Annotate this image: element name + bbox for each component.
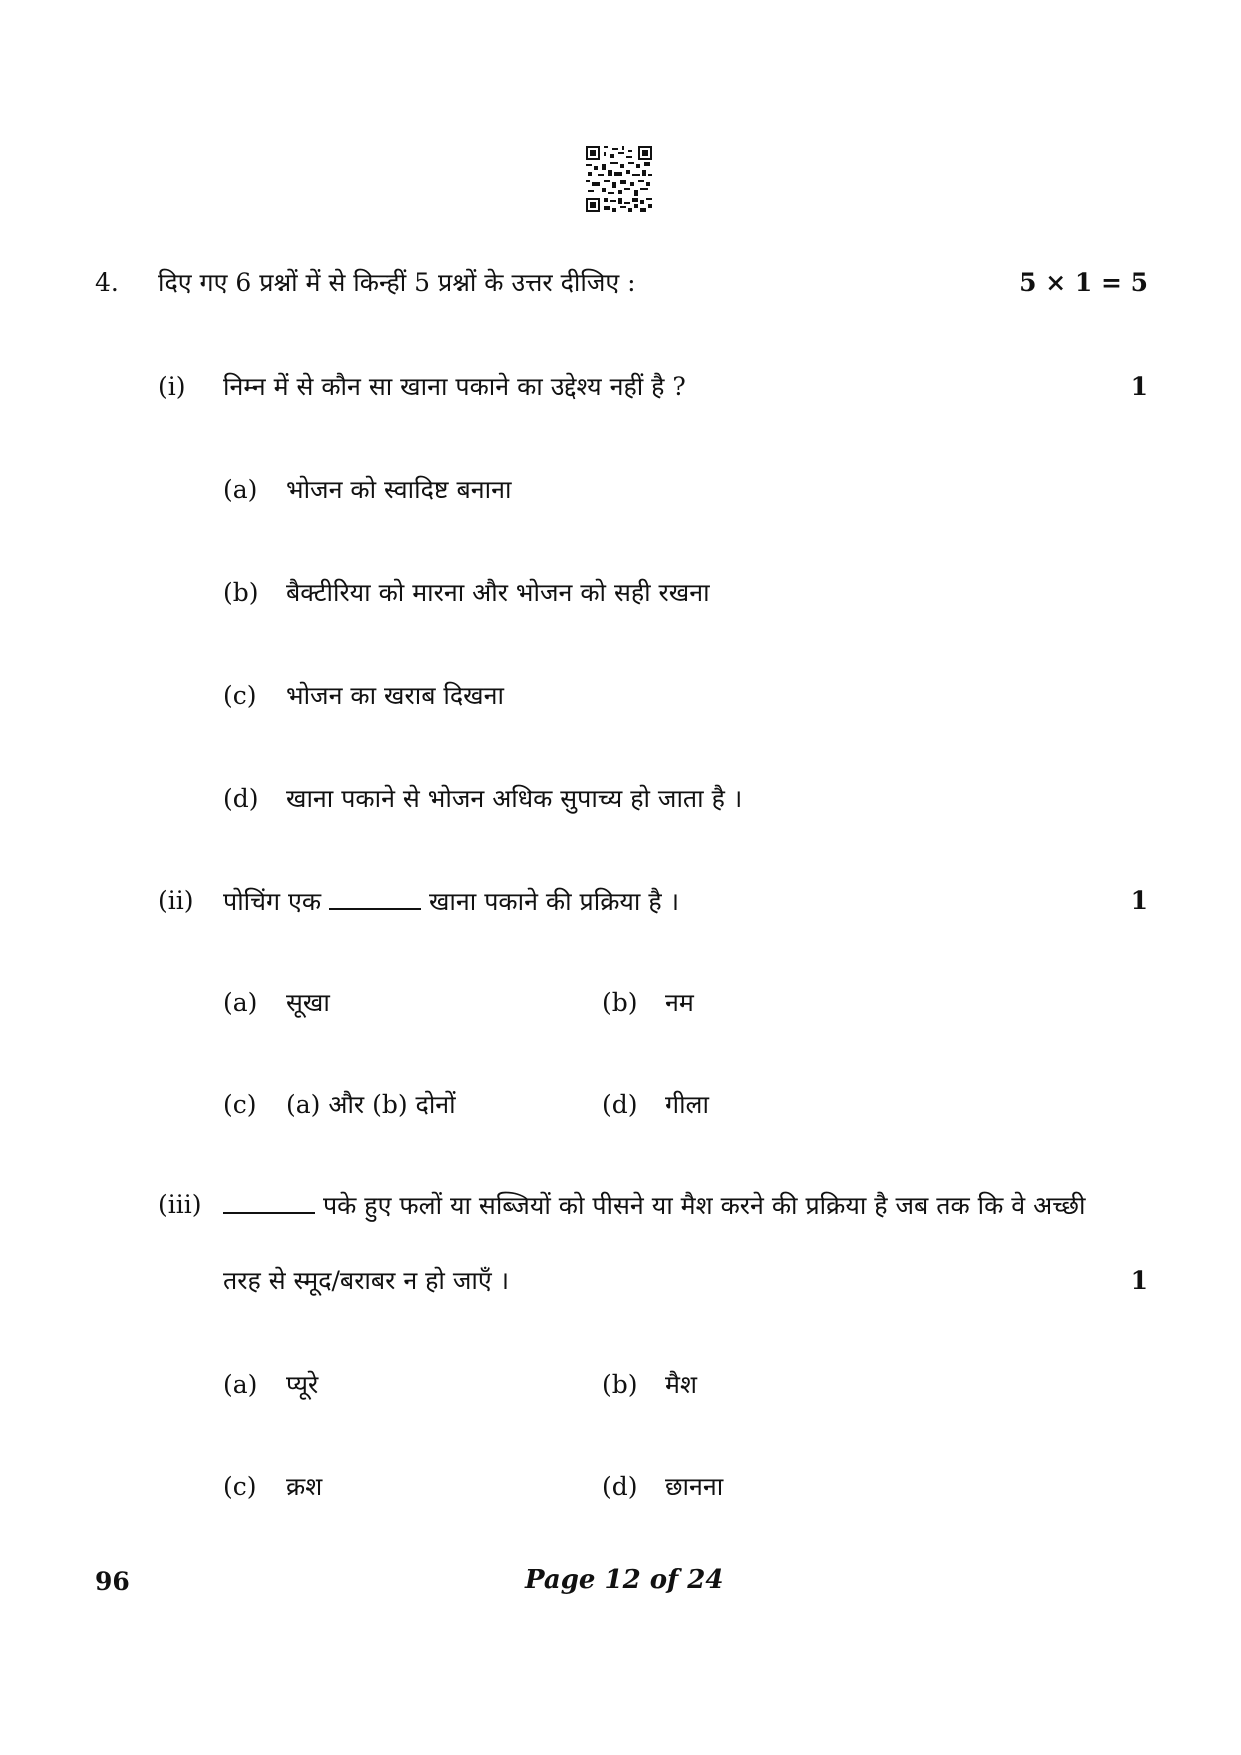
page-number: Page 12 of 24 [525,1565,724,1595]
option-text: भोजन का खराब दिखना [286,681,504,710]
option-text: छानना [665,1472,724,1501]
option-label: (c) [223,681,257,710]
subquestion-label: (i) [158,372,186,401]
qr-code [586,146,652,212]
paper-code: 96 [95,1567,130,1596]
option-label: (a) [223,475,258,504]
option-text: नम [665,988,694,1017]
option-text: भोजन को स्वादिष्ट बनाना [286,475,512,504]
fill-in-blank [329,886,421,910]
question-instruction: दिए गए 6 प्रश्नों में से किन्हीं 5 प्रश्नों के उत्तर दीजिए : [158,268,636,297]
option-label: (c) [223,1472,257,1501]
subquestion-text: पके हुए फलों या सब्जियों को पीसने या मैश करने की प्रक्रिया है जब तक कि वे अच्छी [322,1191,1086,1220]
subquestion-text-line2: तरह से स्मूद/बराबर न हो जाएँ । [223,1266,510,1295]
question-total-marks: 5 × 1 = 5 [1019,268,1148,297]
option-label: (d) [602,1090,638,1119]
option-label: (a) [223,988,258,1017]
subquestion-marks: 1 [1130,886,1148,915]
subquestion-label: (ii) [158,886,194,915]
fill-in-blank [223,1190,315,1214]
option-label: (b) [223,578,259,607]
question-number: 4. [95,268,119,297]
option-label: (b) [602,1370,638,1399]
option-text: प्यूरे [286,1370,319,1399]
subquestion-text [223,886,679,917]
option-label: (d) [602,1472,638,1501]
option-label: (c) [223,1090,257,1119]
option-text: खाना पकाने से भोजन अधिक सुपाच्य हो जाता है । [286,784,743,813]
option-label: (d) [223,784,259,813]
option-text: सूखा [286,988,330,1017]
subquestion-label: (iii) [158,1190,202,1219]
subquestion-text-before: पोचिंग एक [223,887,322,916]
option-text: क्रश [286,1472,323,1501]
subquestion-marks: 1 [1130,1266,1148,1295]
option-text: गीला [665,1090,709,1119]
subquestion-text: निम्न में से कौन सा खाना पकाने का उद्देश्य नहीं है ? [223,372,686,401]
option-label: (a) [223,1370,258,1399]
subquestion-text-after: खाना पकाने की प्रक्रिया है । [428,887,680,916]
subquestion-marks: 1 [1130,372,1148,401]
option-text: मैश [665,1370,697,1399]
option-text: (a) और (b) दोनों [286,1090,456,1119]
subquestion-text-line1 [223,1190,1085,1221]
option-text: बैक्टीरिया को मारना और भोजन को सही रखना [286,578,710,607]
option-label: (b) [602,988,638,1017]
